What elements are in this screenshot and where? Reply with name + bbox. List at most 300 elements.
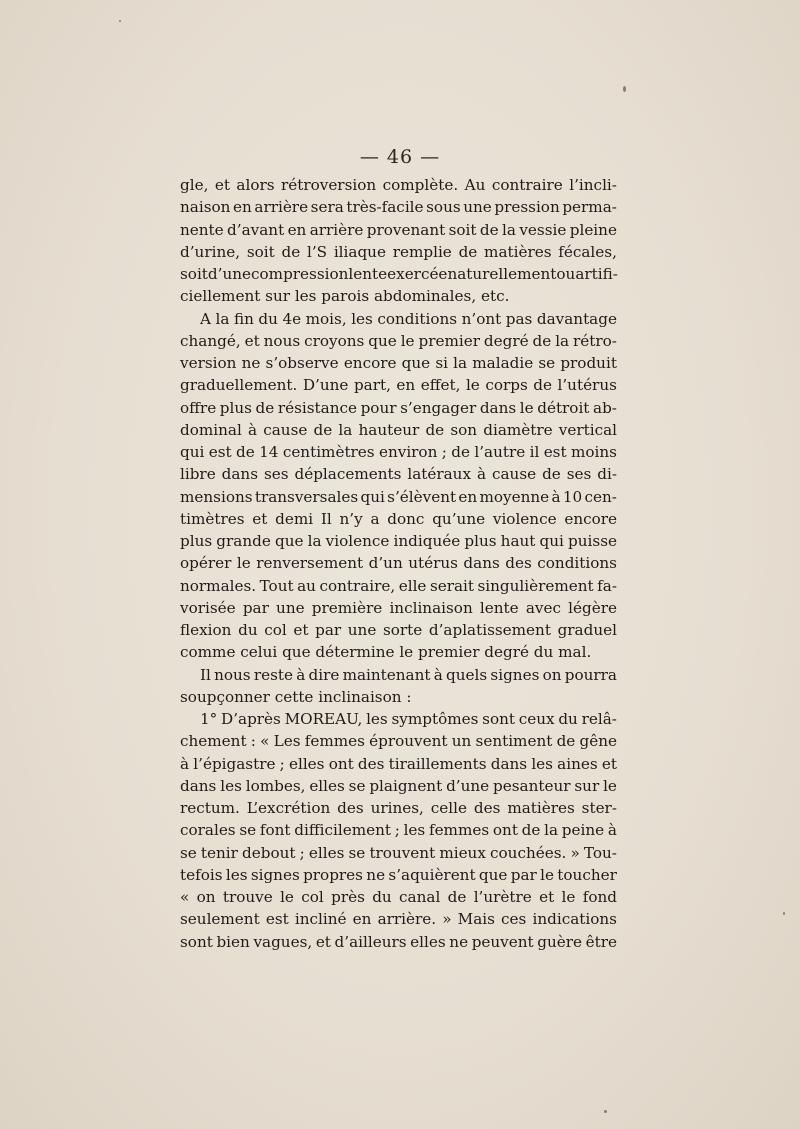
word: de	[236, 443, 255, 461]
word: de	[542, 465, 561, 484]
word: l’épigastre	[193, 754, 276, 773]
word: indications	[532, 910, 617, 929]
word: encore	[564, 509, 617, 528]
word: par	[510, 865, 537, 884]
word: vorisée	[180, 598, 236, 617]
word: ses	[566, 465, 592, 484]
word: naturellement	[447, 265, 557, 283]
text-line	[180, 775, 617, 797]
word: flexion	[180, 621, 232, 639]
word: puisse	[568, 532, 617, 550]
word: une	[463, 198, 492, 217]
word: dans	[490, 754, 528, 773]
word: version	[180, 354, 237, 372]
word: vessie	[519, 220, 567, 239]
word: de	[532, 331, 552, 350]
word: contraire	[491, 176, 563, 194]
word: grande	[216, 532, 271, 550]
word: nous	[263, 331, 301, 350]
word: couchées.	[490, 843, 567, 862]
word: L’excrétion	[246, 799, 331, 817]
word: de	[425, 420, 445, 439]
word: s’engager	[400, 398, 477, 417]
word: n’y	[339, 509, 363, 528]
word: de	[556, 732, 576, 751]
word: corales	[180, 821, 236, 840]
word: de	[313, 420, 333, 439]
text-line	[180, 597, 617, 619]
word: tenir	[200, 843, 238, 862]
word: est	[208, 443, 232, 461]
word: ne	[366, 865, 386, 884]
word: D’une	[302, 376, 349, 395]
word: «	[260, 732, 270, 751]
word: que	[401, 354, 431, 372]
word: incliné	[294, 910, 347, 929]
word: mieux	[439, 843, 486, 862]
word: de	[255, 398, 275, 417]
word: ceux	[518, 710, 555, 728]
word: opérer	[180, 554, 232, 573]
word: ont	[328, 754, 354, 773]
word: sont	[180, 932, 213, 951]
word: perma-	[562, 198, 617, 217]
word: de	[458, 242, 478, 261]
word: ab-	[593, 398, 617, 417]
word: une	[276, 598, 305, 617]
word: très-facile	[346, 198, 424, 217]
word: singulièrement	[477, 576, 594, 595]
word: d’urine,	[180, 242, 241, 261]
word: un	[451, 732, 472, 751]
word: graduellement.	[180, 376, 298, 395]
word: se	[239, 821, 257, 840]
word: se	[180, 843, 197, 862]
word: elles	[309, 776, 345, 795]
word: premier	[418, 331, 480, 350]
word: femmes	[304, 732, 365, 751]
word: violence	[492, 509, 557, 528]
word: alors	[236, 176, 275, 194]
word: nente	[180, 220, 224, 239]
word: la	[338, 420, 353, 439]
word: l’utérus	[557, 376, 617, 395]
word: le	[561, 888, 576, 906]
word: des	[505, 554, 532, 573]
word: de	[533, 376, 552, 395]
word: col	[264, 621, 287, 639]
word: aines	[557, 754, 598, 773]
word: arrière	[254, 198, 309, 217]
word: fond	[582, 888, 617, 906]
word: signes	[250, 865, 300, 884]
text-line	[180, 241, 617, 263]
word: rétro-	[573, 331, 617, 350]
text-line	[180, 308, 617, 330]
word: et	[214, 176, 230, 194]
word: indiquée	[393, 532, 461, 550]
word: reste	[253, 665, 293, 684]
word: fa-	[597, 576, 617, 595]
word: debout	[242, 843, 296, 862]
word: trouvent	[369, 843, 436, 862]
word: bien	[216, 932, 250, 951]
word: d’un	[368, 554, 403, 573]
text-line	[180, 330, 617, 352]
paper-speck	[604, 1110, 607, 1113]
word: de	[521, 821, 541, 840]
word: Tout	[259, 576, 294, 595]
word: elles	[410, 932, 446, 951]
word: on	[542, 665, 562, 684]
word: légère	[568, 598, 617, 617]
word: contraire,	[319, 576, 396, 595]
word: 10	[562, 487, 583, 506]
word: résistance	[277, 398, 357, 417]
word: cen-	[584, 487, 617, 506]
word: peine	[561, 821, 605, 840]
word: changé,	[180, 331, 241, 350]
paper-speck	[119, 20, 121, 22]
word: effet,	[420, 376, 461, 395]
word: graduel	[557, 621, 617, 639]
word: que	[368, 331, 397, 350]
word: au	[297, 576, 316, 595]
word: rectum.	[180, 799, 240, 817]
text-line	[180, 619, 617, 641]
word: MOREAU,	[284, 710, 363, 728]
word: lente	[479, 598, 519, 617]
word: près	[331, 888, 365, 906]
word: peuvent	[471, 932, 534, 951]
word: seulement	[180, 910, 260, 929]
word: sous	[426, 198, 461, 217]
word: d’une	[207, 265, 252, 283]
word: du	[258, 309, 278, 328]
word: le	[280, 888, 294, 906]
word: les	[351, 309, 373, 328]
word: dire	[308, 665, 340, 684]
word: les	[225, 865, 248, 884]
word: avec	[525, 598, 561, 617]
word: qu’une	[432, 509, 486, 528]
word: compression	[251, 265, 349, 283]
word: canal	[399, 888, 441, 906]
text-line	[180, 397, 617, 419]
word: violence	[325, 532, 390, 550]
word: difficilement	[294, 821, 391, 840]
word: »	[570, 843, 580, 862]
text-line	[180, 263, 617, 285]
word: en	[233, 198, 252, 217]
word: Mais	[457, 910, 495, 929]
word: et	[601, 754, 617, 773]
text-line	[180, 842, 617, 864]
word: toucher	[557, 865, 617, 884]
word: ster-	[581, 799, 617, 817]
word: haut	[500, 532, 536, 550]
text-line	[180, 486, 617, 508]
word: libre	[180, 465, 216, 484]
word: on	[196, 888, 216, 906]
word: D’après	[221, 710, 281, 728]
word: col	[301, 888, 324, 906]
word: qui	[360, 487, 385, 506]
word: normales.	[180, 576, 257, 595]
word: ont	[492, 821, 518, 840]
word: que	[478, 865, 508, 884]
word: la	[307, 532, 322, 550]
word: à	[180, 754, 190, 773]
word: environ	[378, 443, 438, 461]
word: remplie	[392, 242, 452, 261]
word: de	[451, 443, 470, 461]
word: urines,	[370, 799, 424, 817]
word: la	[453, 354, 468, 372]
word: d’avant	[227, 220, 285, 239]
text-line	[180, 886, 617, 908]
text-line	[180, 664, 617, 686]
text-line	[180, 508, 617, 530]
word: en	[458, 487, 478, 506]
word: conditions	[377, 309, 458, 328]
word: elles	[288, 754, 325, 773]
word: s’élèvent	[387, 487, 457, 506]
word: et	[252, 509, 268, 528]
word: à	[551, 487, 561, 506]
word: moyenne	[479, 487, 550, 506]
word: 14	[259, 443, 279, 461]
word: pleine	[569, 220, 617, 239]
word: l’urètre	[473, 888, 532, 906]
word: plus	[219, 398, 252, 417]
word: pesanteur	[493, 776, 571, 795]
word: une	[347, 621, 377, 639]
word: à	[476, 465, 487, 484]
word: en	[396, 376, 416, 395]
word: pour	[360, 398, 397, 417]
word: le	[400, 331, 415, 350]
word: l’incli-	[569, 176, 617, 194]
word: celle	[430, 799, 467, 817]
word: fécales,	[558, 242, 617, 261]
word: par	[242, 598, 269, 617]
word: à	[607, 821, 617, 840]
word: signes	[490, 665, 540, 684]
word: dans	[180, 776, 217, 795]
word: produit	[560, 354, 617, 372]
word: des	[473, 799, 501, 817]
word: exercée	[387, 265, 448, 283]
text-line	[180, 174, 617, 196]
word: son	[450, 420, 478, 439]
word: arrière	[309, 220, 364, 239]
word: de	[281, 242, 301, 261]
text-line	[180, 463, 617, 485]
word: plaignent	[369, 776, 443, 795]
word: degré	[483, 331, 529, 350]
word: transversales	[254, 487, 359, 506]
word: qui	[180, 443, 205, 461]
word: les	[220, 776, 242, 795]
word: dans	[221, 465, 258, 484]
word: de	[447, 888, 467, 906]
word: en	[352, 910, 372, 929]
word: être	[585, 932, 617, 951]
word: pourra	[564, 665, 617, 684]
word: 1°	[200, 710, 218, 728]
word: arrière.	[377, 910, 437, 929]
word: trouve	[222, 888, 273, 906]
word: le	[519, 398, 534, 417]
word: est	[265, 910, 289, 929]
word: Il	[320, 509, 332, 528]
word: s’aquièrent	[388, 865, 476, 884]
word: latéraux	[407, 465, 472, 484]
paper-speck	[783, 912, 785, 915]
word: d’aplatissement	[428, 621, 551, 639]
word: artifi-	[575, 265, 618, 283]
word: croyons	[304, 331, 365, 350]
text-line	[180, 708, 617, 730]
text-line: comme celui que détermine le premier degré du mal.	[180, 643, 592, 662]
word: elle	[398, 576, 427, 595]
word: ;	[299, 843, 305, 862]
paper-speck	[623, 86, 626, 92]
text-line	[180, 530, 617, 552]
text-line: soupçonner cette inclinaison :	[180, 687, 412, 706]
word: relâ-	[581, 710, 617, 728]
word: chement	[180, 732, 247, 751]
word: soit	[180, 265, 208, 283]
word: donc	[387, 509, 425, 528]
word: le	[465, 376, 480, 395]
word: détroit	[537, 398, 590, 417]
word: gle,	[180, 176, 209, 194]
word: rétroversion	[280, 176, 377, 194]
page-number: — 46 —	[359, 146, 441, 168]
word: plus	[180, 532, 213, 550]
text-line	[180, 441, 617, 463]
word: dominal	[180, 420, 242, 439]
text-line	[180, 864, 617, 886]
text-line	[180, 419, 617, 441]
body-text	[180, 174, 617, 953]
word: il	[529, 443, 540, 461]
word: l’S	[306, 242, 328, 261]
word: la	[215, 309, 230, 328]
word: si	[435, 354, 448, 372]
word: femmes	[428, 821, 490, 840]
word: s’observe	[265, 354, 339, 372]
word: font	[259, 821, 291, 840]
text-line	[180, 352, 617, 374]
word: moins	[570, 443, 617, 461]
word: serait	[429, 576, 474, 595]
word: pression	[494, 198, 560, 217]
word: di-	[597, 465, 617, 484]
word: l’autre	[474, 443, 526, 461]
word: n’ont	[461, 309, 502, 328]
word: guère	[537, 932, 583, 951]
word: «	[180, 888, 190, 906]
word: et	[539, 888, 555, 906]
word: mois,	[305, 309, 347, 328]
word: tefois	[180, 865, 223, 884]
word: sorte	[382, 621, 423, 639]
word: des	[357, 754, 385, 773]
word: offre	[180, 398, 217, 417]
word: vagues,	[253, 932, 313, 951]
word: vertical	[558, 420, 617, 439]
text-line	[180, 196, 617, 218]
word: à	[248, 420, 258, 439]
text-line	[180, 931, 617, 953]
word: cause	[491, 465, 537, 484]
word: nous	[214, 665, 251, 684]
word: la	[555, 331, 570, 350]
word: diamètre	[483, 420, 553, 439]
word: le	[603, 776, 617, 795]
word: ;	[394, 821, 400, 840]
word: fin	[233, 309, 254, 328]
word: la	[544, 821, 559, 840]
word: à	[296, 665, 306, 684]
word: lente	[348, 265, 388, 283]
word: que	[274, 532, 304, 550]
text-line	[180, 219, 617, 241]
word: naison	[180, 198, 231, 217]
text-line	[180, 797, 617, 819]
word: est	[543, 443, 567, 461]
word: matières	[484, 242, 552, 261]
word: sur	[574, 776, 600, 795]
word: sont	[482, 710, 515, 728]
word: ou	[556, 265, 576, 283]
word: qui	[539, 532, 564, 550]
word: part,	[353, 376, 391, 395]
word: encore	[343, 354, 397, 372]
word: conditions	[537, 554, 617, 573]
word: matières	[507, 799, 575, 817]
word: lombes,	[245, 776, 306, 795]
word: en	[287, 220, 307, 239]
text-line	[180, 552, 617, 574]
word: Tou-	[583, 843, 617, 862]
word: Il	[200, 665, 211, 684]
word: soit	[448, 220, 477, 239]
word: plus	[464, 532, 497, 550]
word: sentiment	[475, 732, 553, 751]
word: iliaque	[333, 242, 386, 261]
word: les	[531, 754, 553, 773]
word: déplacements	[294, 465, 402, 484]
text-line: ciellement sur les parois abdominales, etc.	[180, 287, 510, 306]
text-line	[180, 753, 617, 775]
word: et	[244, 331, 260, 350]
word: ;	[441, 443, 447, 461]
word: se	[538, 354, 556, 372]
word: les	[366, 710, 388, 728]
word: hauteur	[358, 420, 420, 439]
text-line	[180, 374, 617, 396]
word: Au	[464, 176, 486, 194]
word: :	[250, 732, 256, 751]
word: ces	[501, 910, 527, 929]
word: par	[315, 621, 342, 639]
word: a	[370, 509, 380, 528]
word: du	[238, 621, 258, 639]
